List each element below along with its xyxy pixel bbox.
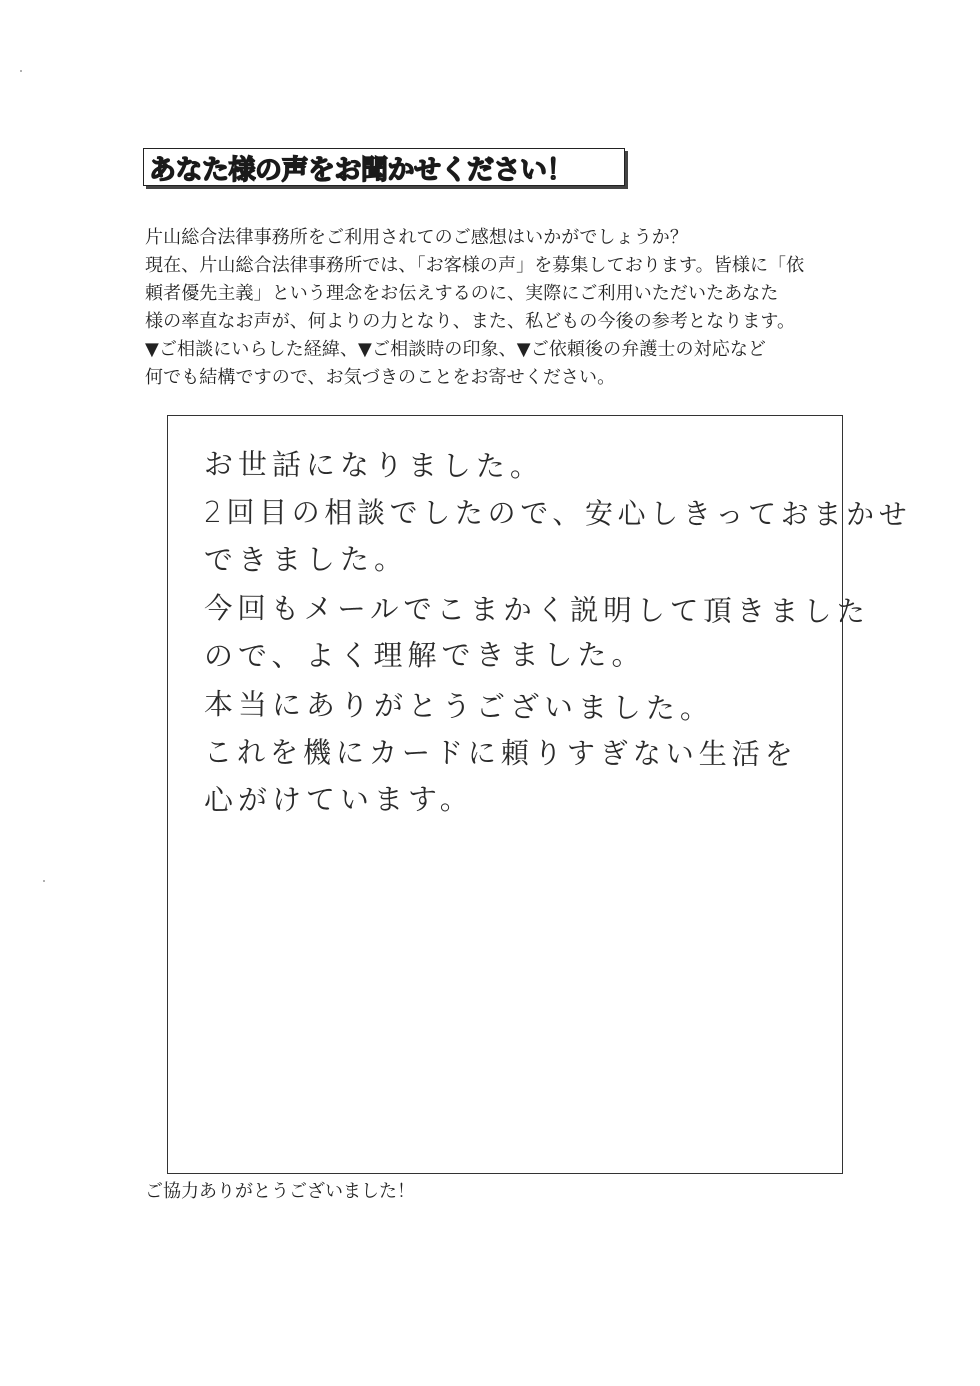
handwritten-line: お世話になりました。: [203, 447, 545, 484]
intro-line: 様の率直なお声が、何よりの力となり、また、私どもの今後の参考となります。: [145, 311, 796, 332]
handwritten-response: [203, 440, 912, 824]
intro-line: 現在、片山総合法律事務所では、「お客様の声」を募集しております。皆様に「依: [145, 255, 805, 276]
handwritten-line: できました。: [203, 541, 409, 577]
handwritten-line: これを機にカードに頼りすぎない生活を: [203, 735, 798, 772]
intro-line: 頼者優先主義」という理念をお伝えするのに、実際にご利用いただいたあなた: [145, 283, 779, 304]
handwritten-line: 今回もメールでこまかく説明して頂きました: [203, 591, 870, 629]
handwritten-line: 2回目の相談でしたので、安心しきっておまかせ: [203, 495, 912, 532]
scan-speck: [20, 70, 22, 72]
page-title: あなた様の声をお聞かせください！: [149, 154, 573, 186]
intro-line: 何でも結構ですので、お気づきのことをお寄せください。: [145, 367, 616, 388]
handwritten-line: 本当にありがとうございました。: [203, 687, 715, 726]
handwritten-line: 心がけています。: [203, 782, 474, 817]
intro-line: 片山総合法律事務所をご利用されてのご感想はいかがでしょうか？: [145, 227, 688, 248]
title-banner: [143, 148, 625, 186]
closing-thanks: ご協力ありがとうございました！: [145, 1181, 415, 1202]
intro-paragraph: [145, 224, 845, 392]
handwritten-line: ので、よく理解できました。: [203, 637, 646, 673]
scan-speck: [43, 880, 45, 882]
intro-line: ▼ご相談にいらした経緯、▼ご相談時の印象、▼ご依頼後の弁護士の対応など: [145, 339, 767, 360]
